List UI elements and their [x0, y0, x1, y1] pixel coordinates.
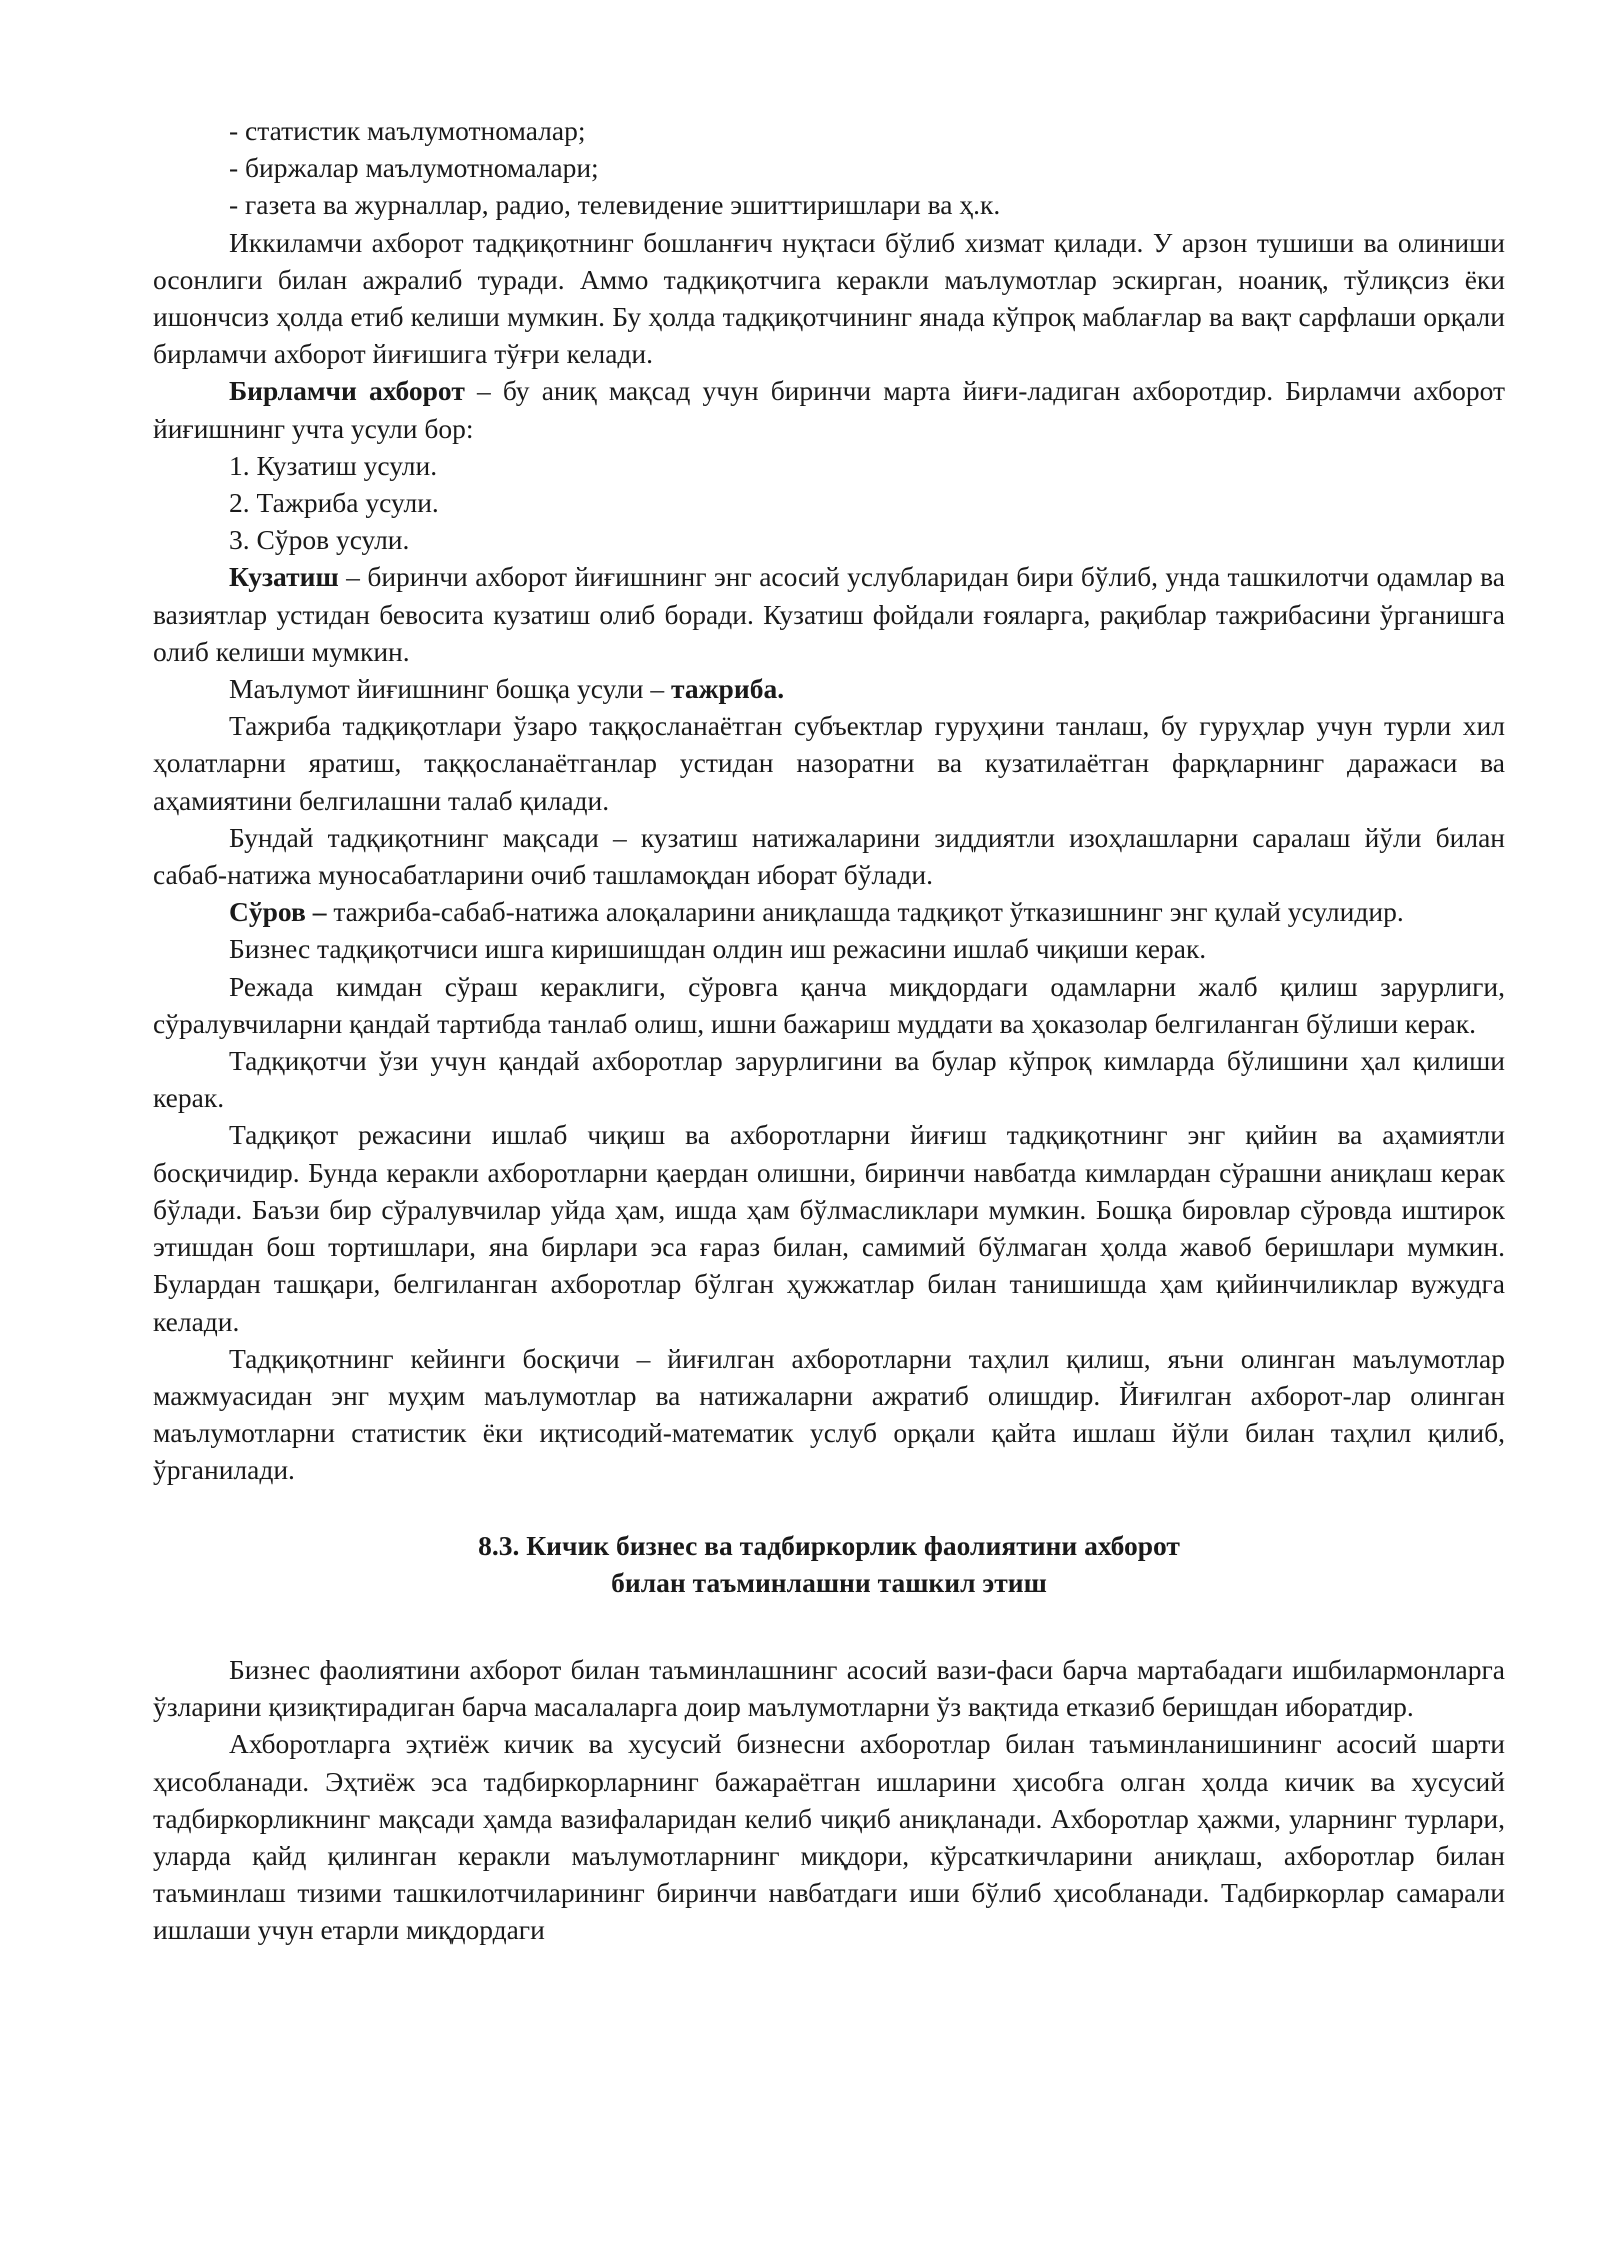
section-heading: [153, 1527, 1505, 1601]
section-heading-line-1: 8.3. Кичик бизнес ва тадбиркорлик фаолиятини ахборот: [478, 1529, 1180, 1561]
paragraph-other-method: [153, 670, 1505, 707]
section-heading-line-2: билан таъминлашни ташкил этиш: [611, 1566, 1047, 1598]
paragraph-observation-text: – биринчи ахборот йиғишнинг энг асосий услубларидан бири бўлиб, унда ташкилотчи одамлар ва вазиятлар устидан бевосита кузатиш олиб боради. Кузатиш фойдали ғояларга, рақиблар тажрибасини ўрганишга олиб келиши мумкин.: [153, 561, 1505, 667]
term-survey: Сўров –: [229, 896, 327, 928]
list-item-media: - газета ва журналлар, радио, телевидение эшиттиришлари ва ҳ.к.: [229, 189, 1001, 221]
paragraph-main-task: Бизнес фаолиятини ахборот билан таъминлашнинг асосий вази-фаси барча мартабадаги ишбилармонларга ўзларини қизиқтирадиган барча масалаларга доир маълумотларни ўз вақтида етказиб беришдан иборатдир.: [153, 1653, 1505, 1723]
paragraph-survey-text: тажриба-сабаб-натижа алоқаларини аниқлашда тадқиқот ўтказишнинг энг қулай усулидир.: [326, 896, 1404, 928]
paragraph-information-needs: Тадқиқотчи ўзи учун қандай ахборотлар зарурлигини ва булар кўпроқ кимларда бўлишини ҳал қилиши керак.: [153, 1045, 1505, 1114]
paragraph-other-method-text: Маълумот йиғишнинг бошқа усули –: [229, 673, 672, 705]
paragraph-work-plan: Бизнес тадқиқотчиси ишга киришишдан олдин иш режасини ишлаб чиқиши керак.: [229, 933, 1207, 965]
method-item-observation: 1. Кузатиш усули.: [229, 449, 438, 481]
paragraph-experiment-goal: Бундай тадқиқотнинг мақсади – кузатиш натижаларини зиддиятли изоҳлашларни саралаш йўли билан сабаб-натижа муносабатларини очиб ташламоқдан иборат бўлади.: [153, 821, 1505, 891]
paragraph-primary-information: [153, 372, 1505, 446]
document-page: [153, 112, 1505, 1949]
paragraph-secondary-information: Иккиламчи ахборот тадқиқотнинг бошланғич нуқтаси бўлиб хизмат қилади. У арзон тушиши ва олиниши осонлиги билан ажралиб туради. Аммо тадқиқотчига керакли маълумотлар эскирган, ноаниқ, тўлиқсиз ёки ишончсиз ҳолда етиб келиши мумкин. Бу ҳолда тадқиқотчининг янада кўпроқ маблағлар ва вақт сарфлаши орқали бирламчи ахборот йиғишига тўғри келади.: [153, 226, 1505, 370]
paragraph-collection-stage: Тадқиқот режасини ишлаб чиқиш ва ахборотларни йиғиш тадқиқотнинг энг қийин ва аҳамиятли босқичидир. Бунда керакли ахборотларни қаердан олишни, биринчи навбатда кимлардан сўрашни аниқлаш керак бўлади. Баъзи бир сўралувчилар уйда ҳам, ишда ҳам бўлмасликлари мумкин. Бошқа бировлар сўровда иштирок этишдан бош тортишлари, яна бирлари эса ғараз билан, самимий бўлмаган ҳолда жавоб беришлари мумкин. Булардан ташқари, белгиланган ахборотлар бўлган ҳужжатлар билан танишишда ҳам қийинчиликлар вужудга келади.: [153, 1119, 1505, 1337]
list-item-exchange-references: - биржалар маълумотномалари;: [229, 152, 599, 184]
term-experiment: тажриба.: [671, 673, 785, 705]
paragraph-survey: [153, 893, 1505, 930]
list-item-statistical-references: - статистик маълумотномалар;: [229, 115, 586, 146]
paragraph-observation: [153, 558, 1505, 670]
term-primary-information: Бирламчи ахборот: [229, 375, 465, 407]
paragraph-analysis-stage: Тадқиқотнинг кейинги босқичи – йиғилган ахборотларни таҳлил қилиш, яъни олинган маълумотлар мажмуасидан энг муҳим маълумотлар ва натижаларни ажратиб олишдир. Йиғилган ахборот-лар олинган маълумотларни статистик ёки иқтисодий-математик услуб орқали қайта ишлаш йўли билан таҳлил қилиб, ўрганилади.: [153, 1342, 1505, 1486]
method-item-experiment: 2. Тажриба усули.: [229, 487, 439, 519]
method-item-survey: 3. Сўров усули.: [229, 524, 410, 556]
paragraph-experiment-research: Тажриба тадқиқотлари ўзаро таққосланаётган субъектлар гуруҳини танлаш, бу гуруҳлар учун турли хил ҳолатларни яратиш, таққосланаётганлар устидан назоратни ва кузатилаётган фарқларнинг даражаси ва аҳамиятини белгилашни талаб қилади.: [153, 710, 1505, 816]
paragraph-primary-information-text: – бу аниқ мақсад учун биринчи марта йиғи-ладиган ахборотдир. Бирламчи ахборот йиғишнинг учта усули бор:: [153, 375, 1505, 444]
paragraph-plan-contents: Режада кимдан сўраш кераклиги, сўровга қанча миқдордаги одамларни жалб қилиш зарурлиги, сўралувчиларни қандай тартибда танлаб олиш, ишни бажариш муддати ва ҳоказолар белгиланган бўлиши керак.: [153, 970, 1505, 1039]
term-observation: Кузатиш: [229, 561, 339, 593]
paragraph-information-demand: Ахборотларга эҳтиёж кичик ва хусусий бизнесни ахборотлар билан таъминланишининг асосий шарти ҳисобланади. Эҳтиёж эса тадбиркорларнинг бажараётган ишларини ҳисобга олган ҳолда кичик ва хусусий тадбиркорликнинг мақсади ҳамда вазифаларидан келиб чиқиб аниқланади. Ахборотлар ҳажми, уларнинг турлари, уларда қайд қилинган керакли маълумотларнинг миқдори, кўрсаткичларини аниқлаш, ахборотлар билан таъминлаш тизими ташкилотчиларининг биринчи навбатдаги иши бўлиб ҳисобланади. Тадбиркорлар самарали ишлаши учун етарли миқдордаги: [153, 1728, 1505, 1946]
